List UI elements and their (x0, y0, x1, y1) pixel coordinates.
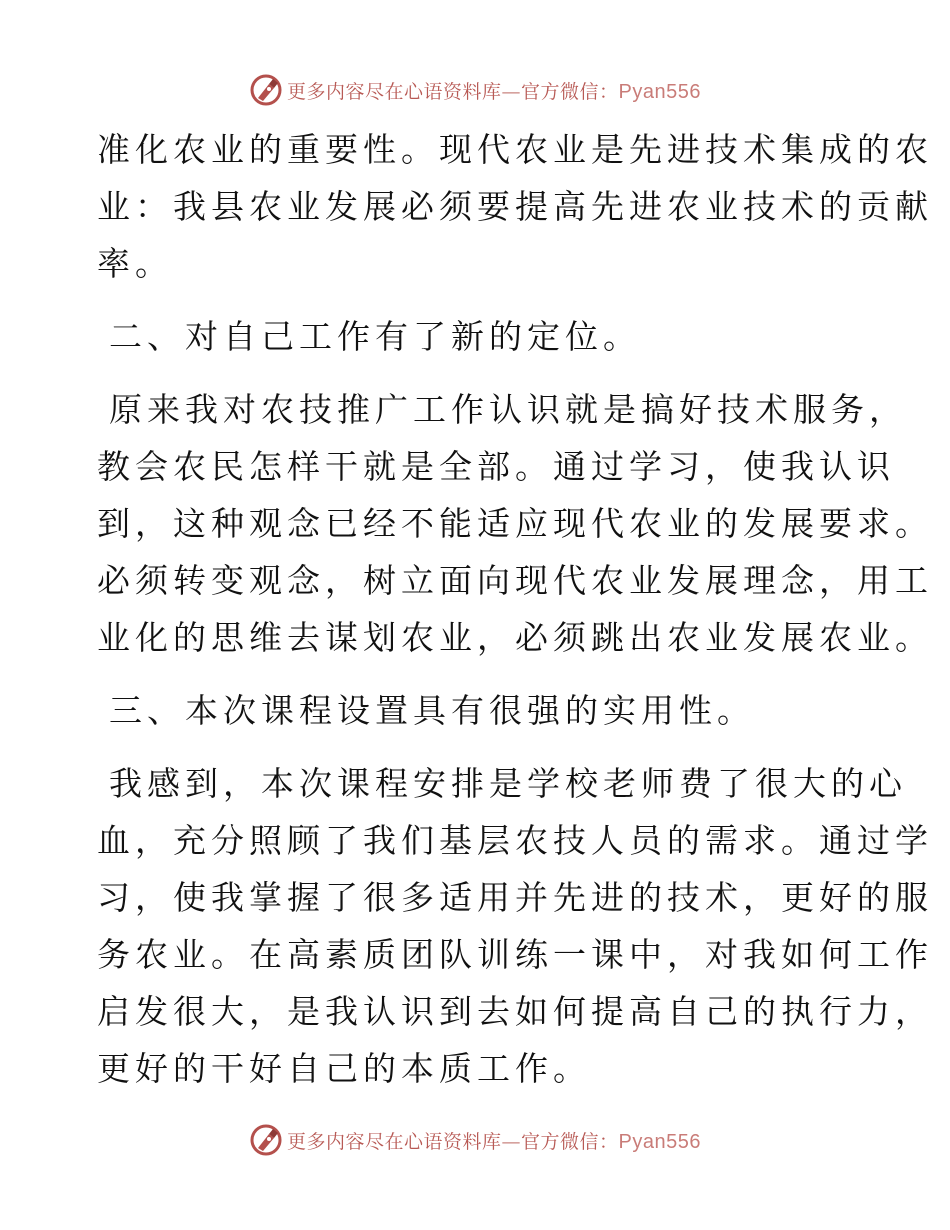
text-line: 务农业。在高素质团队训练一课中，对我如何工作 (97, 935, 933, 974)
text-line: 更好的干好自己的本质工作。 (97, 1049, 591, 1088)
footer-banner (0, 1120, 950, 1160)
banner-main-text: 更多内容尽在心语资料库 (287, 80, 502, 103)
text-line: 启发很大，是我认识到去如何提高自己的执行力， (97, 992, 933, 1031)
banner-wechat-label: 官方微信： (521, 80, 619, 103)
pen-nib-logo-icon (249, 1123, 283, 1157)
header-banner (0, 70, 950, 110)
text-line: 率。 (97, 244, 173, 283)
document-body (97, 121, 933, 1097)
pen-nib-logo-icon (249, 73, 283, 107)
text-line: 习，使我掌握了很多适用并先进的技术，更好的服 (97, 878, 933, 917)
text-line: 必须转变观念，树立面向现代农业发展理念，用工 (97, 561, 933, 600)
banner-dash: — (501, 1130, 522, 1153)
paragraph-1 (97, 121, 933, 292)
banner-dash: — (501, 80, 522, 103)
text-line: 血，充分照顾了我们基层农技人员的需求。通过学 (97, 821, 933, 860)
section-heading-2: 二、对自己工作有了新的定位。 (109, 317, 641, 356)
paragraph-3 (97, 755, 933, 1097)
banner-wechat-id: Pyan556 (618, 80, 701, 103)
text-line: 业：我县农业发展必须要提高先进农业技术的贡献 (97, 187, 933, 226)
banner-wechat-label: 官方微信： (521, 1130, 619, 1153)
text-line: 教会农民怎样干就是全部。通过学习，使我认识 (97, 447, 895, 486)
text-line: 原来我对农技推广工作认识就是搞好技术服务， (109, 390, 907, 429)
text-line: 我感到，本次课程安排是学校老师费了很大的心 (109, 764, 907, 803)
paragraph-2 (97, 381, 933, 666)
text-line: 业化的思维去谋划农业，必须跳出农业发展农业。 (97, 618, 933, 657)
banner-wechat-id: Pyan556 (618, 1130, 701, 1153)
text-line: 到，这种观念已经不能适应现代农业的发展要求。 (97, 504, 933, 543)
section-heading-3: 三、本次课程设置具有很强的实用性。 (109, 691, 755, 730)
banner-main-text: 更多内容尽在心语资料库 (287, 1130, 502, 1153)
text-line: 准化农业的重要性。现代农业是先进技术集成的农 (97, 130, 933, 169)
